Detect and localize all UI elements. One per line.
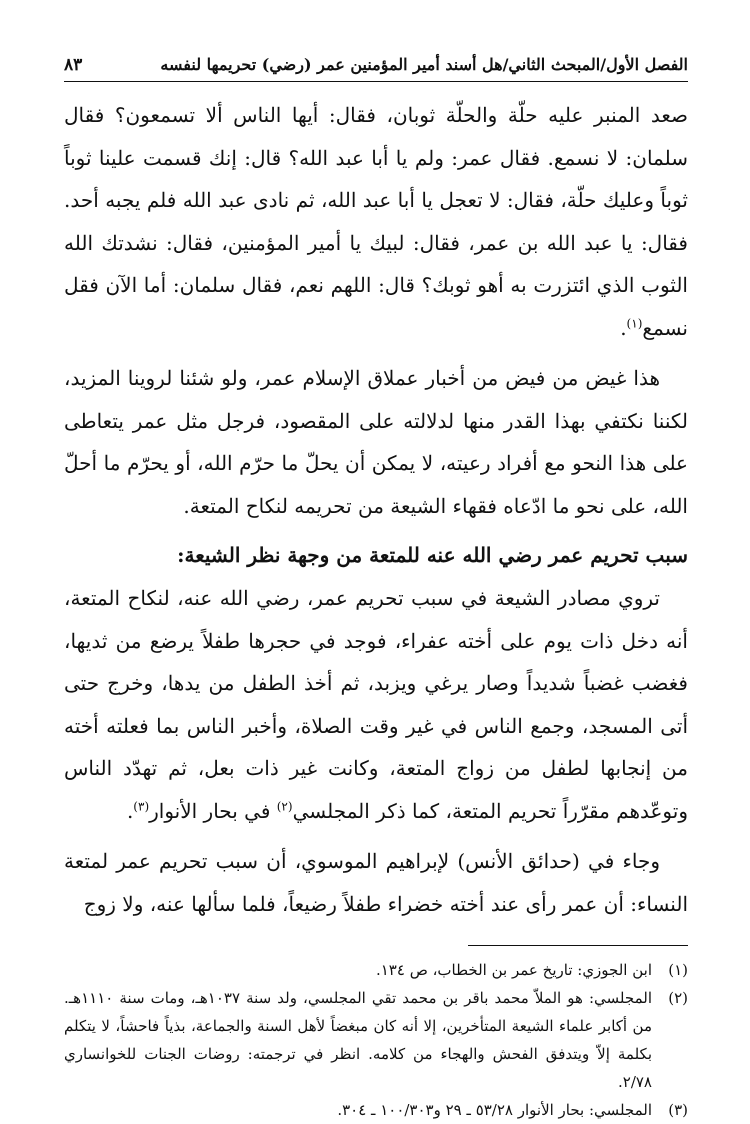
paragraph: صعد المنبر عليه حلّة والحلّة ثوبان، فقال: أيها الناس ألا تسمعون؟ فقال سلمان: لا نسمع. فقال عمر: ولم يا أبا عبد الله؟ قال: إنك قسمت علينا ثوباً ثوباً وعليك حلّة، فقال: لا تعجل يا أبا عبد الله، ثم نادى عبد الله فلم يجبه أحد. فقال: يا عبد الله بن عمر، فقال: لبيك يا أمير المؤمنين، فقال: نشدتك الله الثوب الذي ائتزرت به أهو ثوبك؟ قال: اللهم نعم، فقال سلمان: أما الآن فقل نسمع$^{(١)}$. — [64, 103, 688, 340]
footnote-divider — [468, 945, 688, 946]
paragraph: هذا غيض من فيض من أخبار عملاق الإسلام عمر، ولو شئنا لروينا المزيد، لكننا نكتفي بهذا القدر منها لدلالته على المقصود، فرجل مثل عمر يتعاطى على هذا النحو مع أفراد رعيته، لا يمكن أن يحلّ ما حرّم الله، أو يحرّم ما أحلّ الله، على نحو ما ادّعاه فقهاء الشيعة من تحريمه لنكاح المتعة. — [64, 366, 688, 518]
paragraph: وجاء في (حدائق الأنس) لإبراهيم الموسوي، أن سبب تحريم عمر لمتعة النساء: أن عمر رأى عند أخته خضراء طفلاً رضيعاً، فلما سألها عنه، ولا زوج — [64, 849, 688, 916]
footnote-number: (٢) — [668, 989, 688, 1007]
section-heading: سبب تحريم عمر رضي الله عنه للمتعة من وجهة نظر الشيعة: — [177, 543, 688, 567]
footnote-ref: (٢) — [276, 798, 293, 813]
footnote-text: المجلسي: هو الملاّ محمد باقر بن محمد تقي المجلسي، ولد سنة ١٠٣٧هـ، ومات سنة ١١١٠هـ. من أكابر علماء الشيعة المتأخرين، إلا أنه كان مبغضاً لأهل السنة والجماعة، بذياً فاحشاً، لا يتكلم بكلمة إلاّ ويتدفق الفحش والهجاء من كلامه. انظر في ترجمته: روضات الجنات للخوانساري ٢/٧٨. — [64, 989, 652, 1091]
footnotes — [64, 956, 688, 1124]
footnote-text: المجلسي: بحار الأنوار ٥٣/٢٨ ـ ٢٩ و١٠٠/٣٠٣ ـ ٣٠٤. — [337, 1101, 652, 1119]
footnote-text: ابن الجوزي: تاريخ عمر بن الخطاب، ص ١٣٤. — [375, 961, 652, 979]
chapter-title: الفصل الأول/المبحث الثاني/هل أسند أمير المؤمنين عمر (رضي) تحريمها لنفسه — [160, 55, 688, 74]
running-header — [64, 52, 688, 82]
footnote-ref: (٣) — [133, 798, 150, 813]
main-text — [64, 94, 688, 925]
footnote — [64, 984, 688, 1096]
footnote-number: (٣) — [668, 1101, 688, 1119]
book-page — [64, 52, 688, 1124]
paragraph: تروي مصادر الشيعة في سبب تحريم عمر، رضي الله عنه، لنكاح المتعة، أنه دخل ذات يوم على أخته عفراء، فوجد في حجرها طفلاً يرضع من ثديها، فغضب غضباً شديداً وصار يرغي ويزبد، ثم أخذ الطفل من يدها، وخرج حتى أتى المسجد، وجمع الناس في غير وقت الصلاة، وأخبر الناس بما فعلته أخته من إنجابها لطفل من زواج المتعة، وكانت غير ذات بعل، ثم تهدّد الناس وتوعّدهم مقرّراً تحريم المتعة، كما ذكر المجلسي$^{(٢)}$ في بحار الأنوار$^{(٣)}$. — [64, 586, 688, 823]
footnote-ref: (١) — [626, 315, 643, 330]
footnote — [64, 956, 688, 984]
page-number: ٨٣ — [64, 55, 83, 75]
footnote-number: (١) — [668, 961, 688, 979]
footnote — [64, 1096, 688, 1124]
